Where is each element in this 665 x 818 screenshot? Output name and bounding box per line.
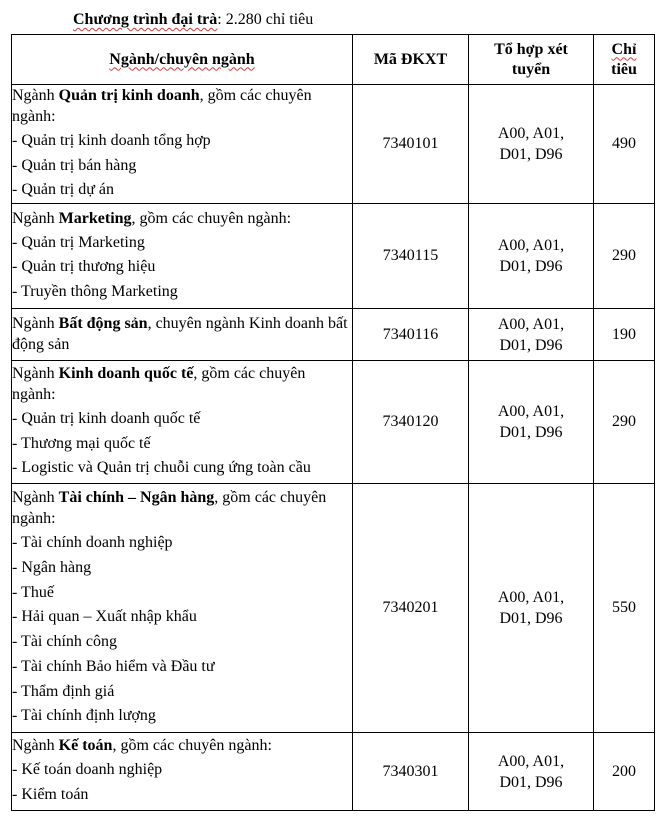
program-label: Chương trình đại trà bbox=[73, 11, 218, 28]
table-row bbox=[12, 733, 655, 811]
specialization-item: - Tài chính doanh nghiệp bbox=[12, 534, 173, 552]
major-suffix: , gồm các chuyên ngành: bbox=[12, 489, 327, 528]
specialization-item: - Logistic và Quản trị chuỗi cung ứng toàn cầu bbox=[12, 459, 311, 477]
major-suffix: , gồm các chuyên ngành: bbox=[131, 209, 292, 227]
combo-cell bbox=[469, 484, 594, 733]
combo-cell bbox=[469, 733, 594, 811]
major-prefix: Ngành bbox=[12, 737, 59, 755]
quota-cell: 550 bbox=[594, 484, 655, 733]
specialization-item: - Quản trị bán hàng bbox=[12, 156, 137, 174]
program-quota-text: : 2.280 chỉ tiêu bbox=[217, 11, 314, 28]
specialization-item: - Quản trị kinh doanh quốc tế bbox=[12, 410, 201, 428]
major-prefix: Ngành bbox=[12, 489, 59, 507]
specialization-item: - Kiểm toán bbox=[12, 786, 89, 804]
combo-line2: D01, D96 bbox=[499, 424, 563, 442]
code-cell: 7340101 bbox=[353, 85, 469, 204]
major-suffix: , chuyên ngành Kinh doanh bất động sản bbox=[12, 314, 348, 353]
table-row bbox=[12, 85, 655, 204]
specialization-item: - Kế toán doanh nghiệp bbox=[12, 761, 163, 779]
major-intro bbox=[12, 487, 352, 529]
combo-line1: A00, A01, bbox=[497, 589, 565, 607]
major-intro bbox=[12, 735, 352, 756]
header-quota bbox=[594, 35, 655, 85]
major-cell bbox=[12, 85, 353, 204]
header-row bbox=[12, 35, 655, 85]
major-prefix: Ngành bbox=[12, 87, 59, 104]
major-name: Marketing bbox=[58, 209, 132, 227]
table-row bbox=[12, 204, 655, 309]
major-intro bbox=[12, 85, 352, 127]
code-cell: 7340120 bbox=[353, 361, 469, 484]
major-prefix: Ngành bbox=[12, 314, 59, 332]
major-intro bbox=[12, 313, 352, 355]
quota-cell: 490 bbox=[594, 85, 655, 204]
major-cell bbox=[12, 361, 353, 484]
specialization-item: - Thuế bbox=[12, 583, 54, 601]
major-cell bbox=[12, 484, 353, 733]
combo-line2: D01, D96 bbox=[499, 773, 563, 791]
specialization-item: - Tài chính công bbox=[12, 633, 118, 651]
major-name: Tài chính – Ngân hàng bbox=[58, 489, 215, 507]
combo-line1: A00, A01, bbox=[497, 403, 565, 421]
specialization-item: - Truyền thông Marketing bbox=[12, 282, 178, 300]
combo-line1: A00, A01, bbox=[497, 125, 565, 143]
header-quota-line1: Chỉ bbox=[611, 40, 637, 58]
major-cell bbox=[12, 204, 353, 309]
code-cell: 7340201 bbox=[353, 484, 469, 733]
specialization-item: - Quản trị dự án bbox=[12, 181, 114, 199]
code-cell: 7340115 bbox=[353, 204, 469, 309]
table-row bbox=[12, 309, 655, 361]
major-intro bbox=[12, 208, 352, 229]
table-row bbox=[12, 484, 655, 733]
combo-cell bbox=[469, 361, 594, 484]
major-suffix: , gồm các chuyên ngành: bbox=[12, 365, 306, 404]
specialization-item: - Ngân hàng bbox=[12, 559, 92, 576]
specialization-item: - Quản trị Marketing bbox=[12, 233, 145, 251]
major-intro bbox=[12, 363, 352, 405]
combo-line2: D01, D96 bbox=[499, 146, 563, 164]
major-name: Kinh doanh quốc tế bbox=[58, 365, 194, 383]
combo-line2: D01, D96 bbox=[499, 610, 563, 628]
header-quota-line2: tiêu bbox=[611, 60, 637, 78]
major-suffix: , gồm các chuyên ngành: bbox=[12, 87, 312, 125]
major-name: Kế toán bbox=[58, 737, 113, 755]
specialization-item: - Quản trị kinh doanh tổng hợp bbox=[12, 132, 211, 149]
admissions-table bbox=[11, 34, 655, 811]
combo-cell bbox=[469, 204, 594, 309]
combo-line1: A00, A01, bbox=[497, 237, 565, 255]
specialization-item: - Hải quan – Xuất nhập khẩu bbox=[12, 608, 197, 626]
combo-line2: D01, D96 bbox=[499, 336, 563, 354]
header-code: Mã ĐKXT bbox=[353, 35, 469, 85]
combo-line2: D01, D96 bbox=[499, 258, 563, 276]
major-cell bbox=[12, 309, 353, 361]
code-cell: 7340116 bbox=[353, 309, 469, 361]
combo-line1: A00, A01, bbox=[497, 315, 565, 333]
specialization-item: - Tài chính định lượng bbox=[12, 707, 156, 725]
header-major: Ngành/chuyên ngành bbox=[12, 35, 353, 85]
quota-cell: 190 bbox=[594, 309, 655, 361]
specialization-item: - Quản trị thương hiệu bbox=[12, 258, 156, 276]
specialization-item: - Thương mại quốc tế bbox=[12, 434, 151, 452]
quota-cell: 290 bbox=[594, 204, 655, 309]
code-cell: 7340301 bbox=[353, 733, 469, 811]
major-prefix: Ngành bbox=[12, 365, 59, 383]
section-heading bbox=[73, 10, 313, 30]
combo-line1: A00, A01, bbox=[497, 752, 565, 770]
major-name: Bất động sản bbox=[58, 314, 148, 332]
quota-cell: 290 bbox=[594, 361, 655, 484]
table-row bbox=[12, 361, 655, 484]
specialization-item: - Tài chính Bảo hiểm và Đầu tư bbox=[12, 657, 215, 675]
header-combo: Tổ hợp xét tuyển bbox=[469, 35, 594, 85]
combo-cell bbox=[469, 85, 594, 204]
quota-cell: 200 bbox=[594, 733, 655, 811]
combo-cell bbox=[469, 309, 594, 361]
major-prefix: Ngành bbox=[12, 209, 59, 227]
specialization-item: - Thẩm định giá bbox=[12, 682, 115, 700]
major-suffix: , gồm các chuyên ngành: bbox=[112, 737, 272, 755]
major-name: Quản trị kinh doanh bbox=[58, 87, 200, 104]
major-cell bbox=[12, 733, 353, 811]
